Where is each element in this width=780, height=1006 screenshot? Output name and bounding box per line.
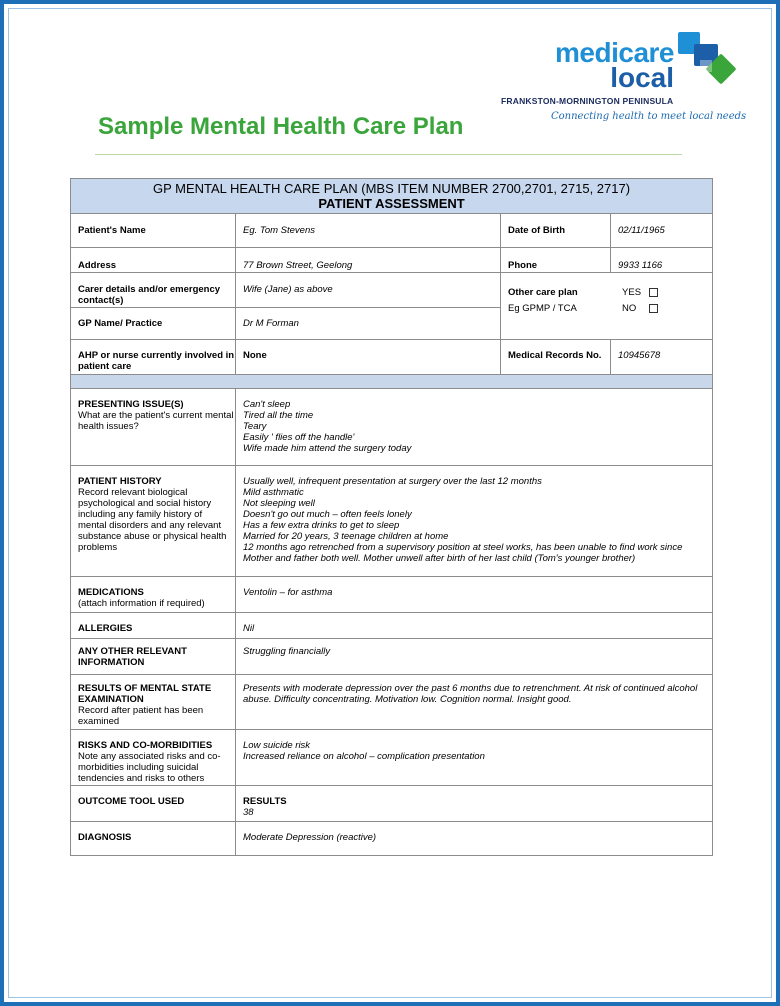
history-line: Not sleeping well <box>243 498 315 509</box>
history-title: PATIENT HISTORY <box>78 476 162 487</box>
presenting-label <box>71 389 236 466</box>
row-address <box>71 248 713 273</box>
row-allergies <box>71 613 713 639</box>
medications-label <box>71 577 236 613</box>
diagnosis-label: DIAGNOSIS <box>71 822 236 856</box>
phone-value: 9933 1166 <box>611 248 713 273</box>
row-outcome <box>71 786 713 822</box>
row-mse <box>71 675 713 730</box>
medicare-local-logo-text <box>540 37 674 93</box>
presenting-line: Can't sleep <box>243 399 291 410</box>
other-care-sub: Eg GPMP / TCA <box>508 303 577 314</box>
gp-value: Dr M Forman <box>236 308 501 340</box>
page-title: Sample Mental Health Care Plan <box>98 113 464 140</box>
patient-name-value: Eg. Tom Stevens <box>236 214 501 248</box>
mse-value: Presents with moderate depression over the past 6 months due to retrenchment. At risk of continued alcohol abuse. Difficulty concentrating. Motivation low. Cognition normal. Insight good. <box>236 675 713 730</box>
presenting-line: Tired all the time <box>243 410 314 421</box>
row-history <box>71 466 713 577</box>
yes-option[interactable] <box>622 287 682 298</box>
carer-label: Carer details and/or emergency contact(s) <box>71 273 236 308</box>
phone-label: Phone <box>501 248 611 273</box>
logo-line-1: medicare <box>555 37 674 68</box>
address-value: 77 Brown Street, Geelong <box>236 248 501 273</box>
row-ahp <box>71 340 713 375</box>
history-line: Mild asthmatic <box>243 487 304 498</box>
risks-desc: Note any associated risks and co-morbidities including suicidal tendencies and risks to others <box>78 751 221 784</box>
results-label: RESULTS <box>243 796 287 807</box>
no-label: NO <box>622 303 637 314</box>
table-header-row <box>71 179 713 214</box>
yes-label: YES <box>622 287 642 298</box>
ahp-label: AHP or nurse currently involved in patient care <box>71 340 236 375</box>
allergies-label: ALLERGIES <box>71 613 236 639</box>
outcome-value <box>236 786 713 822</box>
risks-title: RISKS AND CO-MORBIDITIES <box>78 740 213 751</box>
risks-value <box>236 730 713 786</box>
row-presenting <box>71 389 713 466</box>
medications-title: MEDICATIONS <box>78 587 144 598</box>
mse-title: RESULTS OF MENTAL STATE EXAMINATION <box>78 683 212 705</box>
row-carer <box>71 273 713 308</box>
medicare-logo-icon <box>676 30 742 92</box>
presenting-line: Wife made him attend the surgery today <box>243 443 412 454</box>
medications-desc: (attach information if required) <box>78 598 205 609</box>
presenting-line: Teary <box>243 421 267 432</box>
no-checkbox[interactable] <box>649 304 658 313</box>
presenting-line: Easily ' flies off the handle' <box>243 432 355 443</box>
risks-label <box>71 730 236 786</box>
history-line: Usually well, infrequent presentation at surgery over the last 12 months <box>243 476 542 487</box>
row-patient-name <box>71 214 713 248</box>
patient-name-label: Patient's Name <box>71 214 236 248</box>
presenting-desc: What are the patient's current mental health issues? <box>78 410 234 432</box>
history-desc: Record relevant biological psychological and social history including any family history of mental disorders and any relevant substance abuse or physical health problems <box>78 487 227 553</box>
history-line: Has a few extra drinks to get to sleep <box>243 520 400 531</box>
no-option[interactable] <box>622 303 682 314</box>
other-care-plan-block <box>508 287 712 314</box>
care-plan-table <box>70 178 713 856</box>
allergies-value: Nil <box>236 613 713 639</box>
other-info-label: ANY OTHER RELEVANT INFORMATION <box>71 639 236 675</box>
dob-value: 02/11/1965 <box>611 214 713 248</box>
region-label: FRANKSTON-MORNINGTON PENINSULA <box>501 96 674 106</box>
gp-label: GP Name/ Practice <box>71 308 236 340</box>
dob-label: Date of Birth <box>501 214 611 248</box>
other-info-value: Struggling financially <box>236 639 713 675</box>
history-line: Married for 20 years, 3 teenage children at home <box>243 531 449 542</box>
table-heading: GP MENTAL HEALTH CARE PLAN (MBS ITEM NUMBER 2700,2701, 2715, 2717) <box>152 181 631 196</box>
carer-value: Wife (Jane) as above <box>236 273 501 308</box>
presenting-value <box>236 389 713 466</box>
risks-line: Increased reliance on alcohol – complication presentation <box>243 751 485 762</box>
address-label: Address <box>71 248 236 273</box>
presenting-title: PRESENTING ISSUE(S) <box>78 399 184 410</box>
ahp-value: None <box>236 340 501 375</box>
records-value: 10945678 <box>611 340 713 375</box>
history-line: Mother and father both well. Mother unwell after birth of her last child (Tom's younger brother) <box>243 553 636 564</box>
outcome-label: OUTCOME TOOL USED <box>71 786 236 822</box>
row-risks <box>71 730 713 786</box>
results-value: 38 <box>243 807 254 818</box>
diagnosis-value: Moderate Depression (reactive) <box>236 822 713 856</box>
logo-line-2: local <box>610 62 674 93</box>
other-care-plan-cell <box>501 273 713 340</box>
other-care-label: Other care plan <box>508 287 578 298</box>
tagline: Connecting health to meet local needs <box>551 111 747 122</box>
title-divider <box>95 154 682 155</box>
risks-line: Low suicide risk <box>243 740 311 751</box>
mse-label <box>71 675 236 730</box>
row-diagnosis <box>71 822 713 856</box>
history-line: 12 months ago retrenched from a supervisory position at steel works, has been unable to find work since <box>243 542 683 553</box>
section-separator <box>71 375 713 389</box>
mse-desc: Record after patient has been examined <box>78 705 204 727</box>
medications-value: Ventolin – for asthma <box>236 577 713 613</box>
table-header <box>71 179 713 214</box>
table-subheading: PATIENT ASSESSMENT <box>318 196 465 211</box>
row-medications <box>71 577 713 613</box>
history-line: Doesn't go out much – often feels lonely <box>243 509 412 520</box>
yes-checkbox[interactable] <box>649 288 658 297</box>
row-other-info <box>71 639 713 675</box>
history-value <box>236 466 713 577</box>
separator-row <box>71 375 713 389</box>
history-label <box>71 466 236 577</box>
records-label: Medical Records No. <box>501 340 611 375</box>
